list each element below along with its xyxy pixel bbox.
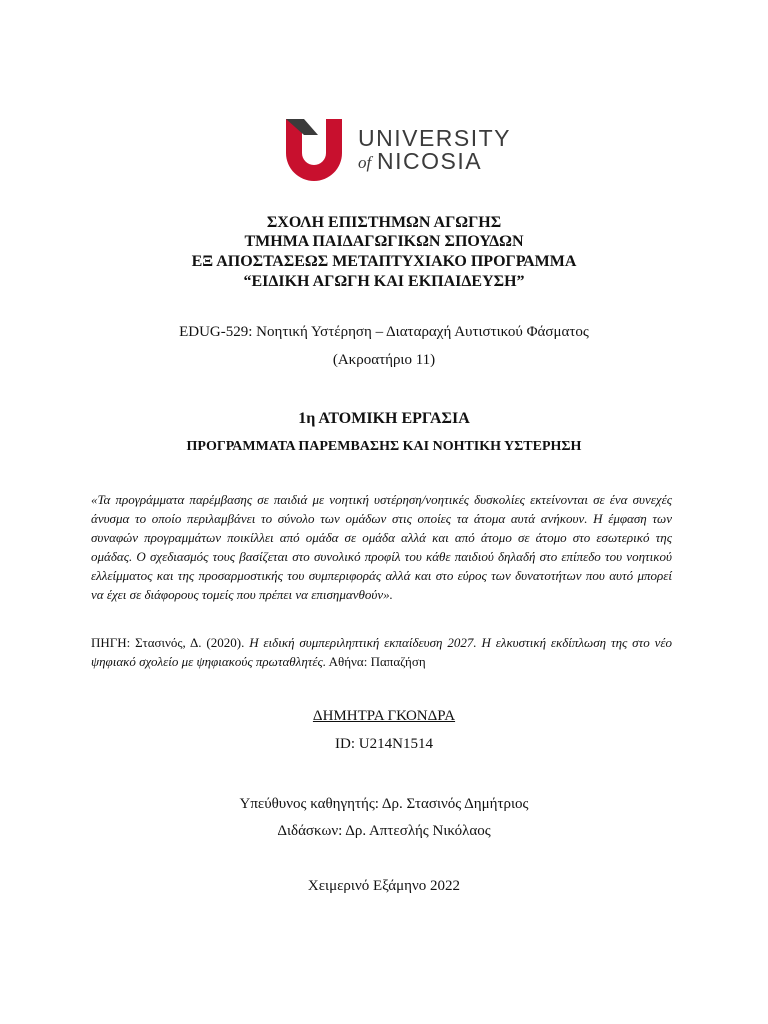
student-name-wrap [0, 708, 768, 725]
source-title: Η ειδική συμπεριληπτική εκπαίδευση 2027. Η ελκυστική εκδίπλωση της στο νέο ψηφιακό σχολείο με ψηφιακούς πρωταθλητές. [91, 635, 672, 669]
university-logo [284, 117, 512, 182]
logo-line2: NICOSIA [377, 148, 483, 174]
source-citation [91, 633, 672, 671]
student-id: ID: U214N1514 [335, 736, 433, 752]
school-name: ΣΧΟΛΗ ΕΠΙΣΤΗΜΩΝ ΑΓΩΓΗΣ [266, 214, 502, 231]
student-name: ΔΗΜΗΤΡΑ ΓΚΟΝΔΡΑ [312, 708, 456, 724]
assignment-title: 1η ΑΤΟΜΙΚΗ ΕΡΓΑΣΙΑ [298, 410, 470, 427]
program-title: “ΕΙΔΙΚΗ ΑΓΩΓΗ ΚΑΙ ΕΚΠΑΙΔΕΥΣΗ” [243, 273, 525, 290]
university-shield-icon [284, 117, 344, 181]
logo-of: of [358, 153, 372, 172]
source-lead: ΠΗΓΗ: Στασινός, Δ. (2020). [91, 635, 250, 650]
program-name: ΕΞ ΑΠΟΣΤΑΣΕΩΣ ΜΕΤΑΠΤΥΧΙΑΚΟ ΠΡΟΓΡΑΜΜΑ [191, 253, 577, 270]
department-name: ΤΜΗΜΑ ΠΑΙΔΑΓΩΓΙΚΩΝ ΣΠΟΥΔΩΝ [244, 233, 524, 250]
auditorium: (Ακροατήριο 11) [332, 352, 436, 368]
semester: Χειμερινό Εξάμηνο 2022 [307, 878, 461, 894]
supervisor: Υπεύθυνος καθηγητής: Δρ. Στασινός Δημήτριος [239, 796, 529, 812]
quote-paragraph: «Τα προγράμματα παρέμβασης σε παιδιά με νοητική υστέρηση/νοητικές δυσκολίες εκτείνονται σε ένα συνεχές άνυσμα το οποίο περιλαμβάνει το σύνολο των ομάδων στις οποίες τα άτομα αυτά ανήκουν. Η έμφαση των συναφών προγραμμάτων ποικίλλει από ομάδα σε ομάδα αλλά και από άτομο σε άτομο στο εσωτερικό της ομάδας. Ο σχεδιασμός τους βασίζεται στο συνολικό προφίλ του κάθε παιδιού δηλαδή στο επίπεδο του νοητικού ελλείμματος και της προσαρμοστικής του συμπεριφοράς αλλά και στο εύρος των δυνατοτήτων που αυτό μπορεί να έχει σε διάφορους τομείς που πρέπει να επισημανθούν». [91, 492, 672, 602]
source-publisher: Αθήνα: Παπαζήση [326, 654, 426, 669]
instructor: Διδάσκων: Δρ. Απτεσλής Νικόλαος [277, 823, 491, 839]
assignment-subtitle: ΠΡΟΓΡΑΜΜΑΤΑ ΠΑΡΕΜΒΑΣΗΣ ΚΑΙ ΝΟΗΤΙΚΗ ΥΣΤΕΡΗΣΗ [186, 439, 582, 454]
course-title: EDUG-529: Νοητική Υστέρηση – Διαταραχή Αυτιστικού Φάσματος [179, 324, 589, 340]
logo-line1: UNIVERSITY [358, 125, 512, 151]
